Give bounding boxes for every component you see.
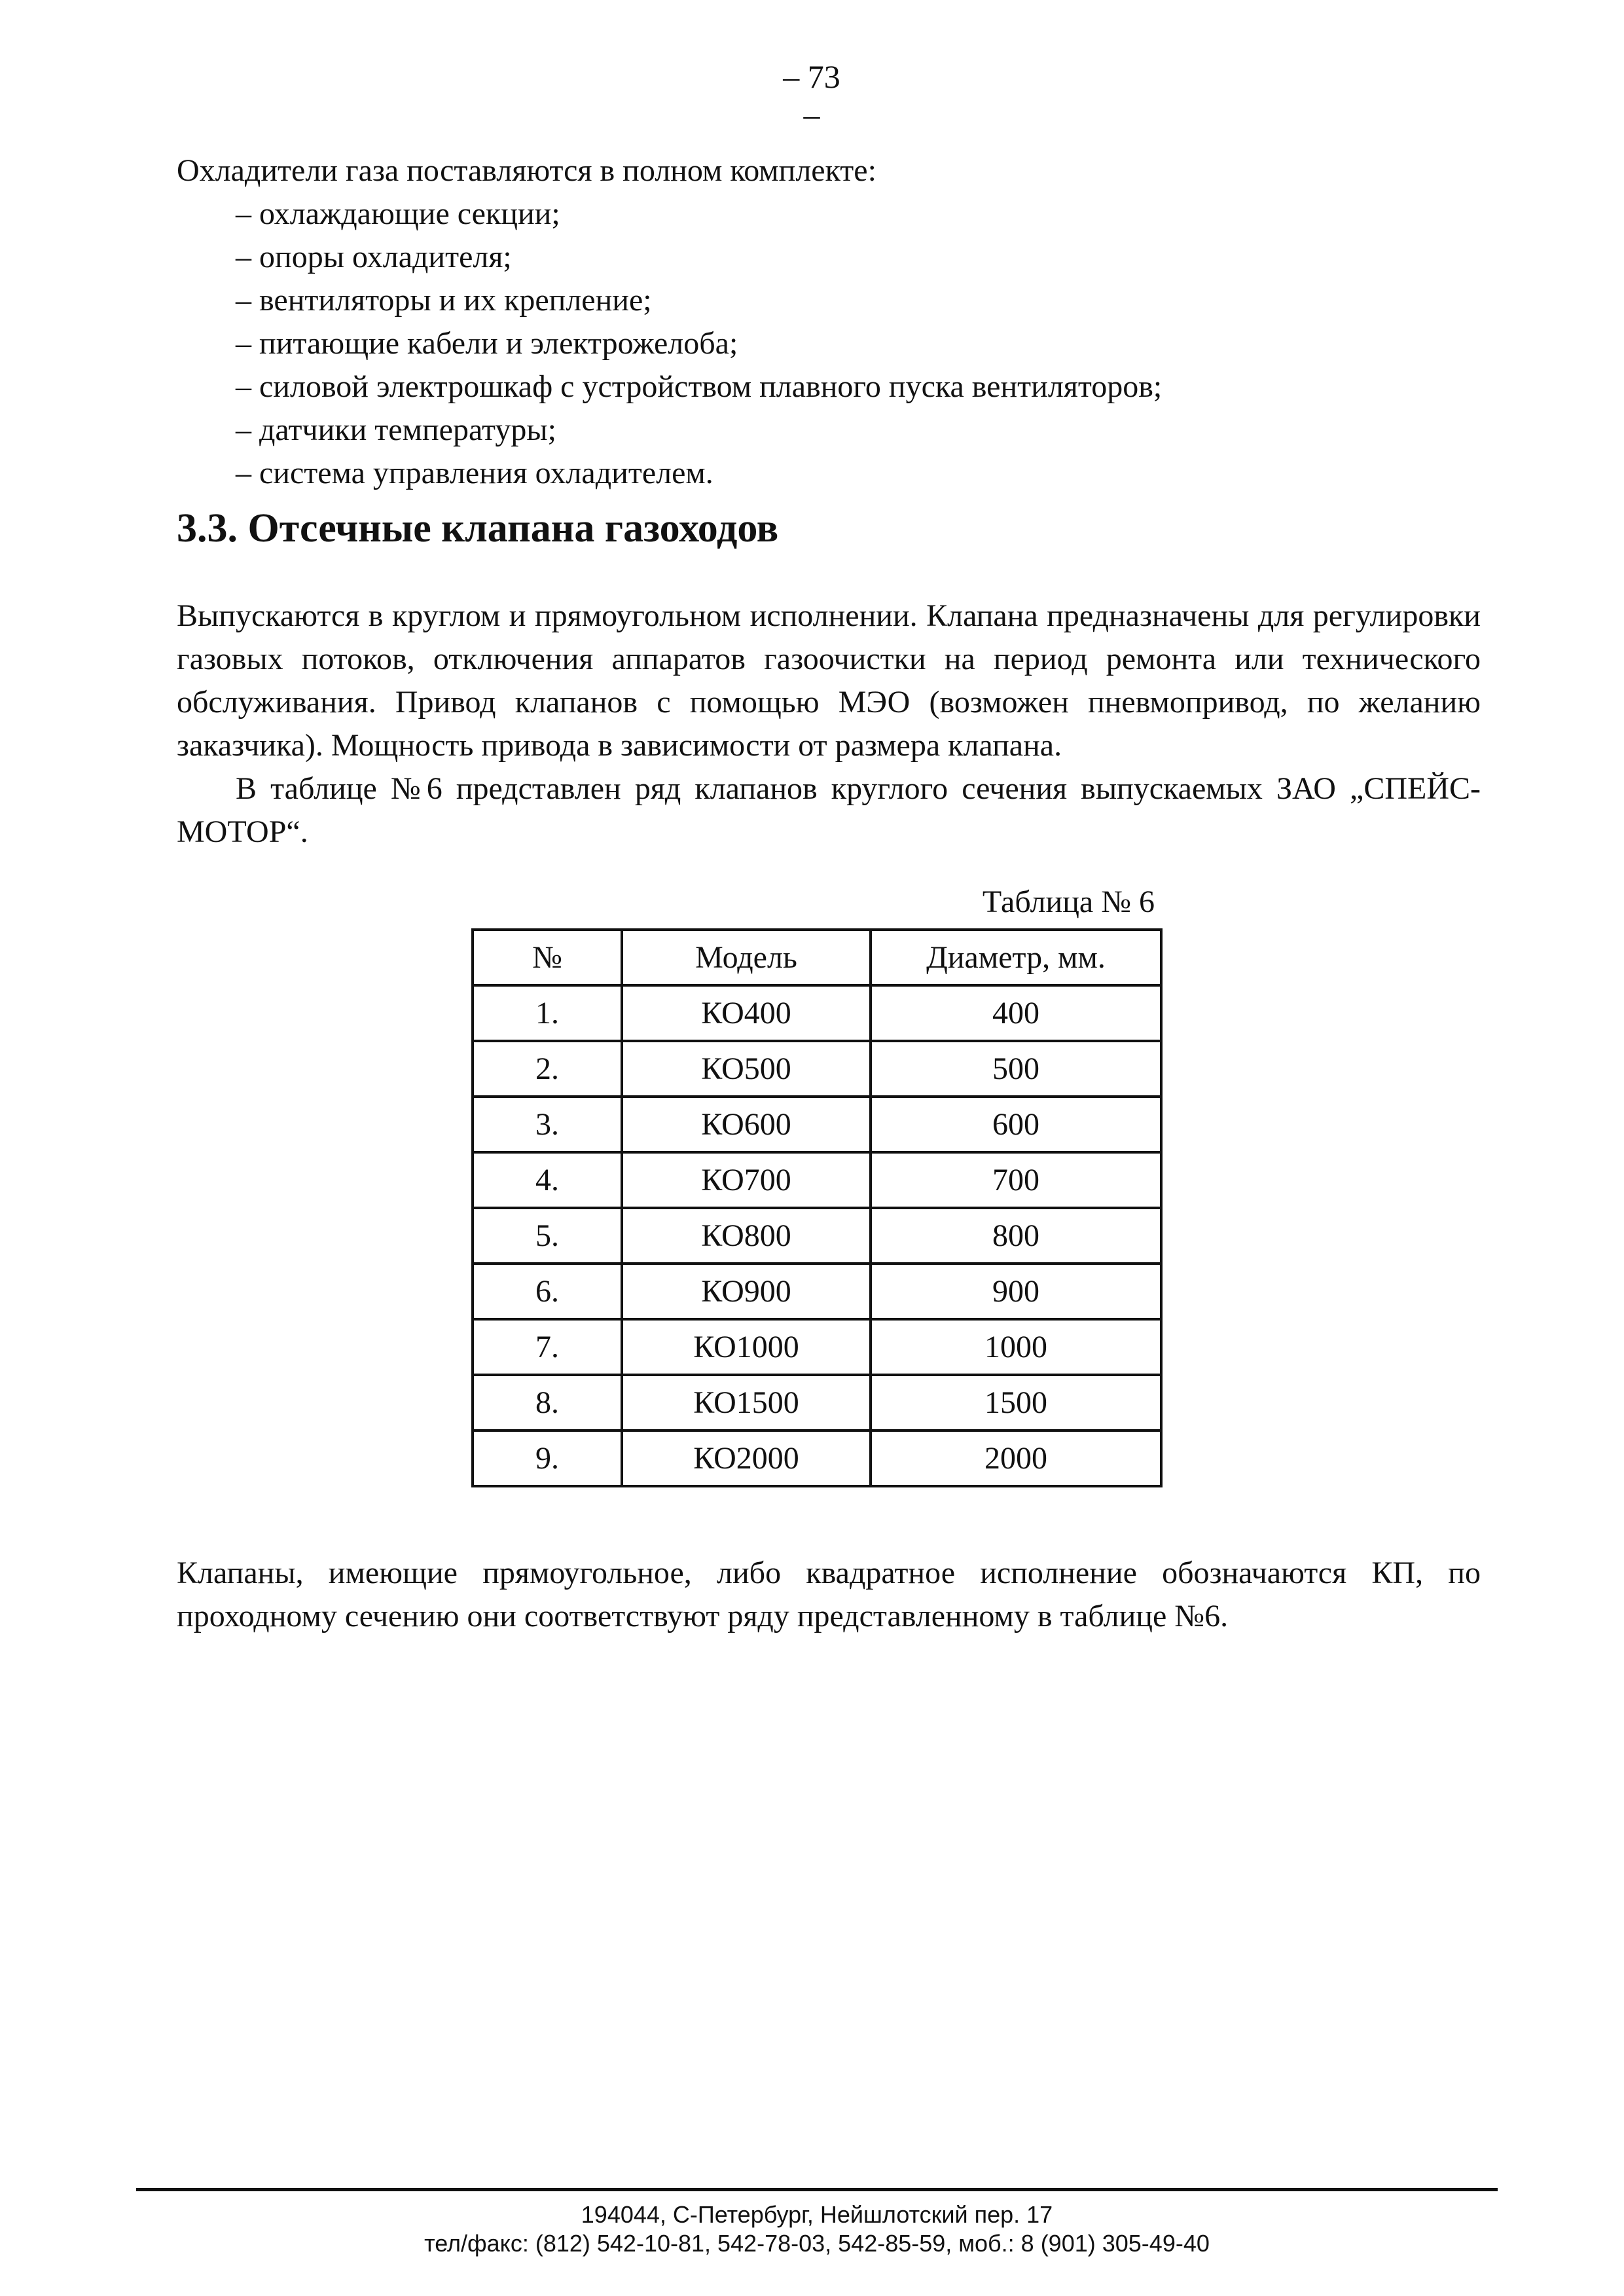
cell-diameter: 1500	[871, 1375, 1161, 1430]
table-row	[473, 1375, 1161, 1430]
table-row	[473, 985, 1161, 1041]
cell-diameter: 2000	[871, 1430, 1161, 1486]
section-heading: 3.3. Отсечные клапана газоходов	[177, 506, 779, 551]
table-row	[473, 1097, 1161, 1152]
header-number: №	[473, 930, 622, 985]
cell-model: КО500	[622, 1041, 871, 1097]
list-item: – датчики температуры;	[236, 412, 556, 447]
paragraph-table-intro: В таблице №6 представлен ряд клапанов круглого сечения выпускаемых ЗАО „СПЕЙС-МОТОР“.	[177, 771, 1481, 849]
cell-model: КО600	[622, 1097, 871, 1152]
header-diameter: Диаметр, мм.	[871, 930, 1161, 985]
page-number: – 73 –	[783, 58, 840, 133]
list-item: – опоры охладителя;	[236, 240, 512, 274]
table-row	[473, 1041, 1161, 1097]
cell-number: 6.	[473, 1264, 622, 1319]
list-item: – охлаждающие секции;	[236, 196, 560, 231]
table-row	[473, 1430, 1161, 1486]
cell-model: КО800	[622, 1208, 871, 1264]
cell-number: 3.	[473, 1097, 622, 1152]
cell-model: КО1000	[622, 1319, 871, 1375]
cell-model: КО700	[622, 1152, 871, 1208]
cell-number: 5.	[473, 1208, 622, 1264]
cell-diameter: 700	[871, 1152, 1161, 1208]
cell-number: 2.	[473, 1041, 622, 1097]
footer-divider	[136, 2188, 1498, 2191]
footer-address: 194044, С-Петербург, Нейшлотский пер. 17	[581, 2201, 1053, 2228]
cell-diameter: 900	[871, 1264, 1161, 1319]
cell-diameter: 400	[871, 985, 1161, 1041]
table-header-row	[473, 930, 1161, 985]
cell-model: КО2000	[622, 1430, 871, 1486]
list-item: – вентиляторы и их крепление;	[236, 283, 652, 318]
cell-number: 9.	[473, 1430, 622, 1486]
table-row	[473, 1264, 1161, 1319]
list-item: – силовой электрошкаф с устройством плавного пуска вентиляторов;	[236, 369, 1163, 404]
components-list	[236, 192, 1162, 495]
cell-diameter: 1000	[871, 1319, 1161, 1375]
cell-diameter: 500	[871, 1041, 1161, 1097]
cell-diameter: 600	[871, 1097, 1161, 1152]
cell-diameter: 800	[871, 1208, 1161, 1264]
table-row	[473, 1208, 1161, 1264]
table-row	[473, 1152, 1161, 1208]
table-row	[473, 1319, 1161, 1375]
footer-contacts: тел/факс: (812) 542-10-81, 542-78-03, 542-85-59, моб.: 8 (901) 305-49-40	[424, 2230, 1210, 2257]
intro-text: Охладители газа поставляются в полном комплекте:	[177, 153, 876, 188]
paragraph-rectangular-valves: Клапаны, имеющие прямоугольное, либо квадратное исполнение обозначаются КП, по проходному сечению они соответствуют ряду представленному в таблице №6.	[177, 1556, 1481, 1633]
header-model: Модель	[622, 930, 871, 985]
cell-model: КО400	[622, 985, 871, 1041]
list-item: – питающие кабели и электрожелоба;	[236, 326, 738, 361]
valves-table	[471, 928, 1163, 1487]
cell-model: КО1500	[622, 1375, 871, 1430]
table-caption: Таблица № 6	[982, 884, 1155, 919]
cell-number: 1.	[473, 985, 622, 1041]
cell-number: 7.	[473, 1319, 622, 1375]
cell-number: 8.	[473, 1375, 622, 1430]
cell-number: 4.	[473, 1152, 622, 1208]
list-item: – система управления охладителем.	[236, 456, 713, 490]
cell-model: КО900	[622, 1264, 871, 1319]
paragraph-description: Выпускаются в круглом и прямоугольном исполнении. Клапана предназначены для регулировки газовых потоков, отключения аппаратов газоочистки на период ремонта или технического обслуживания. Привод клапанов с помощью МЭО (возможен пневмопривод, по желанию заказчика). Мощность привода в зависимости от размера клапана.	[177, 598, 1481, 763]
